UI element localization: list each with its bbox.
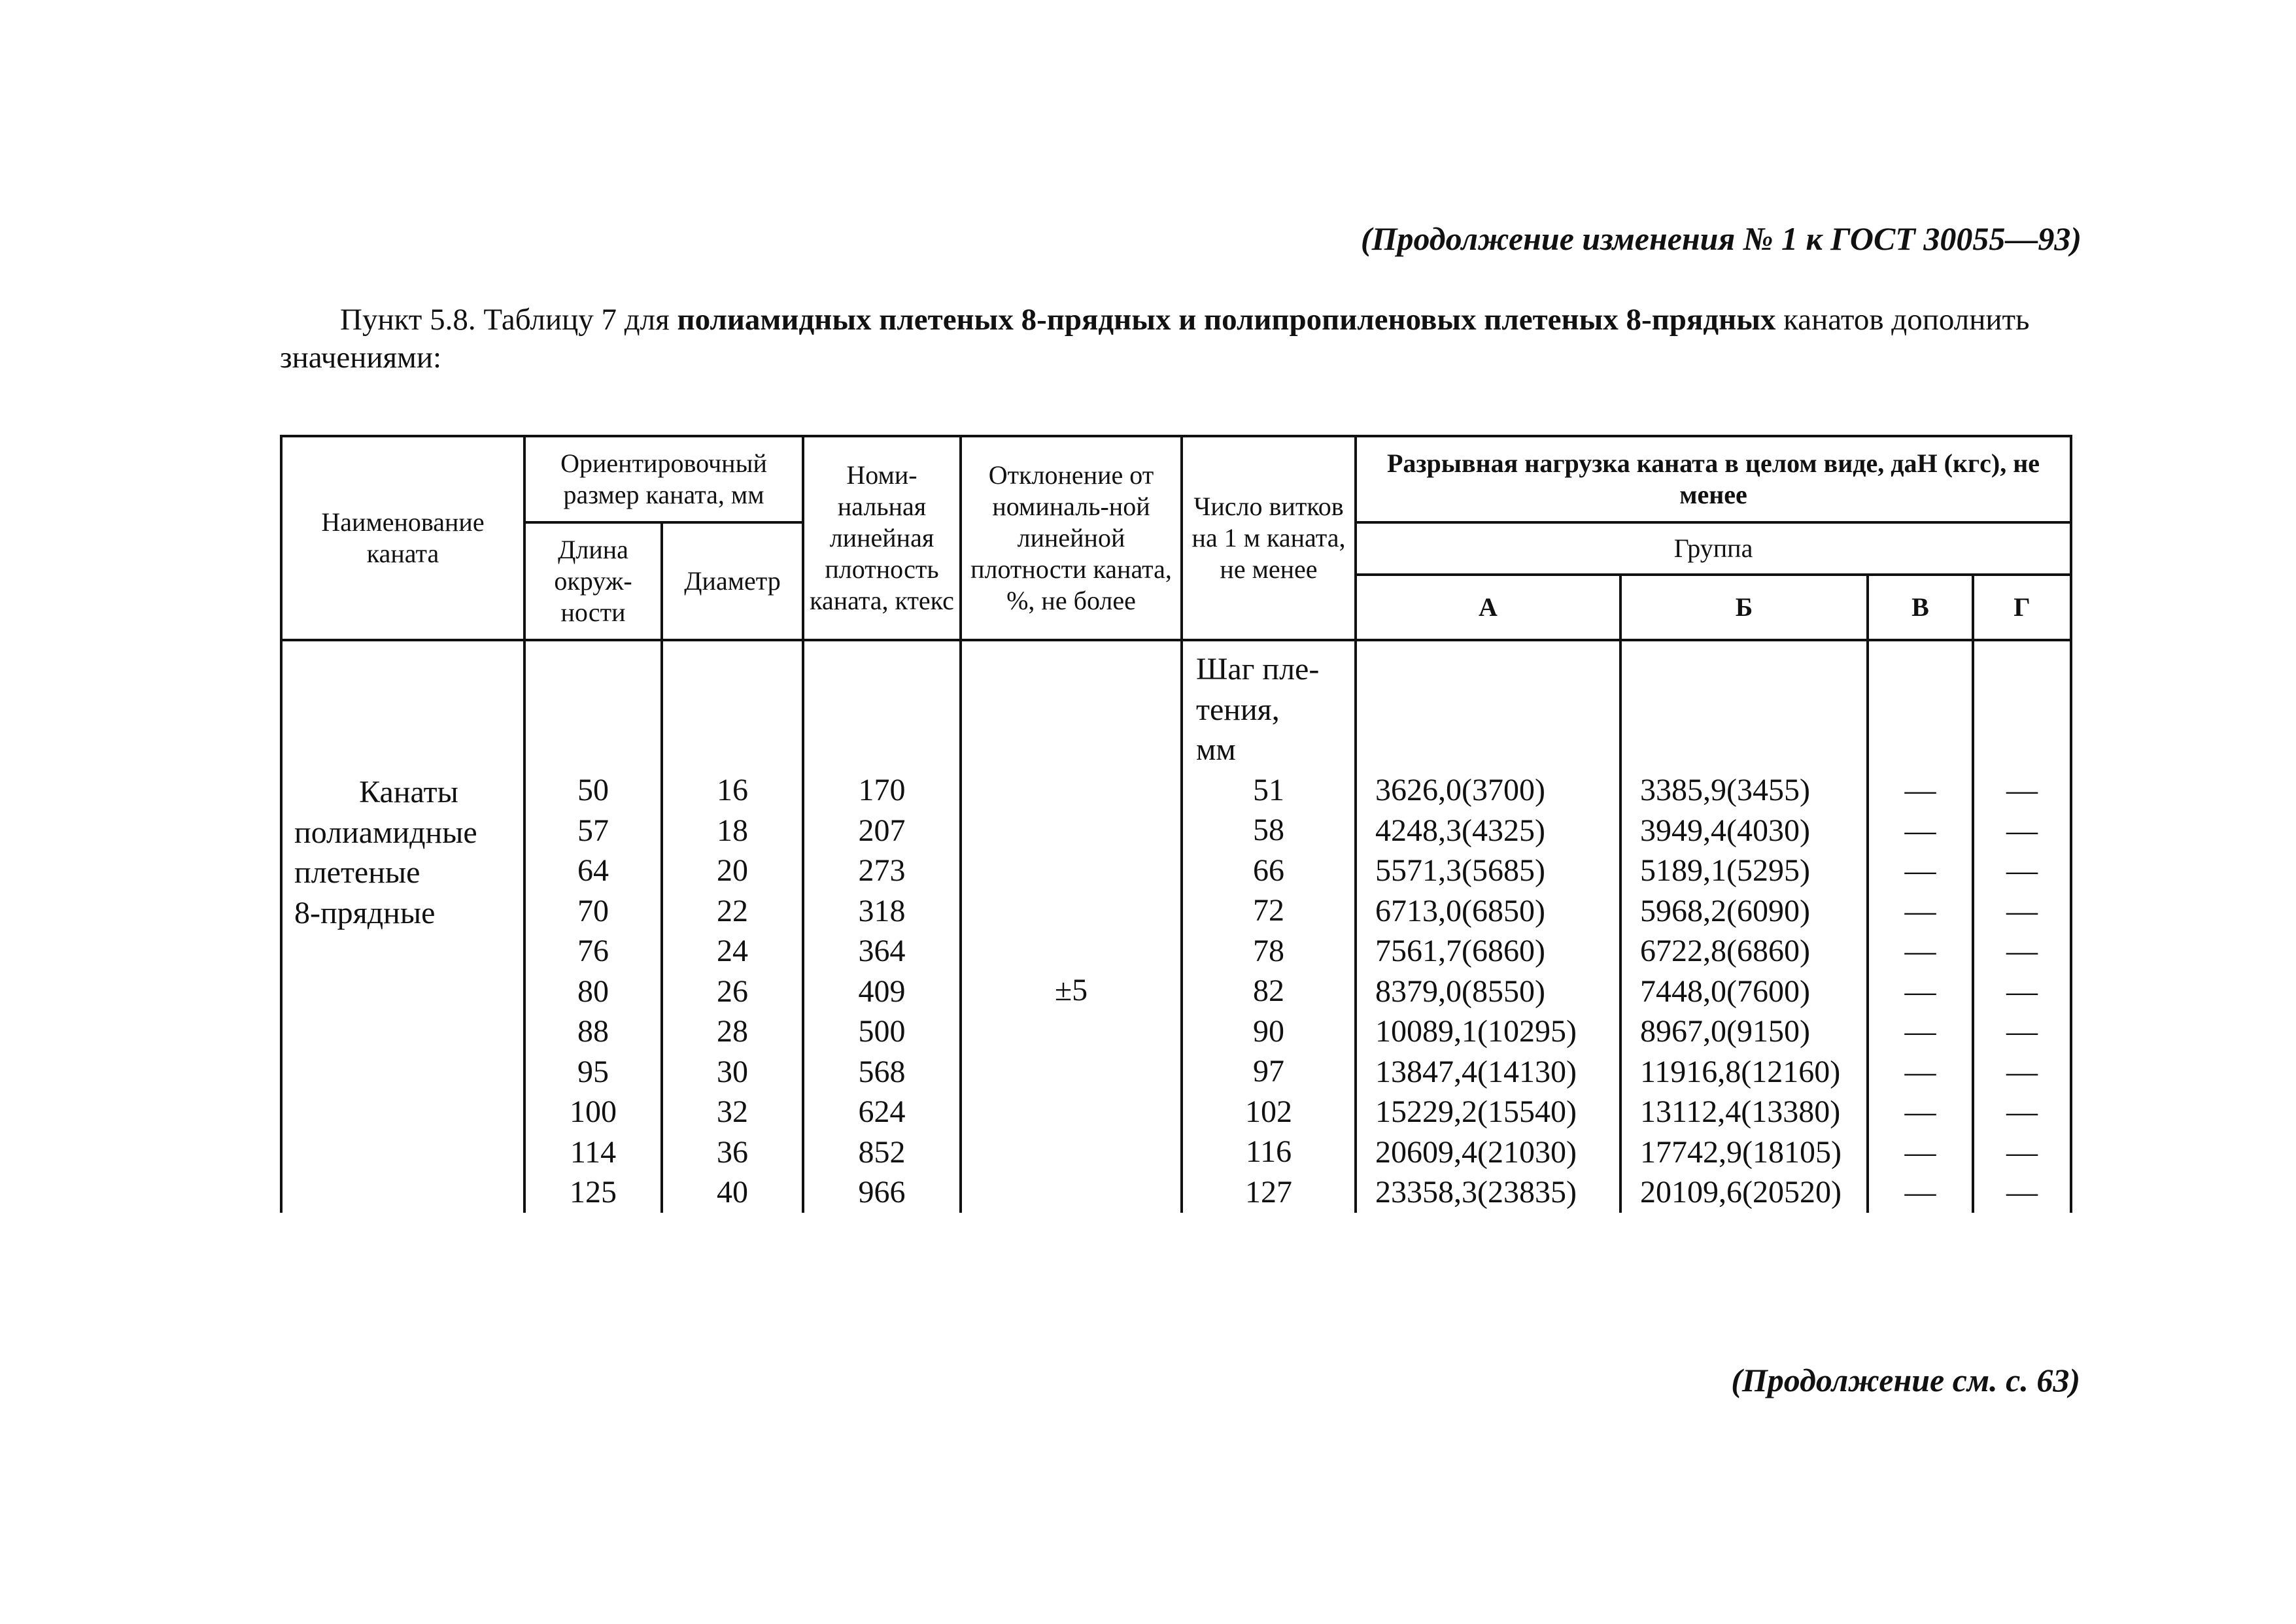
table-cell: 70 — [577, 893, 609, 928]
intro-bold: полиамидных плетеных 8-прядных и полипропиленовых плетеных 8-прядных — [677, 303, 1776, 337]
table-cell: 22 — [717, 893, 748, 928]
table-cell: — — [2006, 1175, 2038, 1210]
table-cell: 24 — [717, 934, 748, 968]
group-a-column — [1356, 640, 1620, 1213]
table-cell: 66 — [1253, 853, 1284, 888]
header-group: Группа — [1356, 522, 2071, 575]
table-cell: 568 — [858, 1054, 906, 1089]
table-cell: 5968,2(6090) — [1640, 893, 1810, 928]
table-cell: 116 — [1245, 1134, 1292, 1169]
intro-prefix: Пункт 5.8. Таблицу 7 для — [340, 303, 677, 337]
table-cell: — — [1904, 1175, 1936, 1210]
table-cell: 5571,3(5685) — [1375, 853, 1545, 888]
intro-paragraph — [280, 301, 2066, 377]
rope-table — [280, 435, 2072, 1213]
table-cell: 20609,4(21030) — [1375, 1134, 1577, 1170]
table-cell: — — [1904, 934, 1936, 968]
table-cell: 82 — [1253, 973, 1284, 1008]
table-cell: — — [2006, 1094, 2038, 1129]
table-cell: 20 — [717, 853, 748, 888]
table-cell: — — [2006, 934, 2038, 968]
table-cell: 207 — [858, 813, 906, 848]
table-cell: 5189,1(5295) — [1640, 853, 1810, 888]
rope-name-line: полиамидные — [294, 815, 477, 850]
header-diameter: Диаметр — [662, 522, 803, 640]
table-cell: 58 — [1253, 813, 1284, 847]
table-cell: 28 — [717, 1014, 748, 1049]
table-cell: — — [2006, 773, 2038, 807]
table-cell: 852 — [858, 1134, 906, 1170]
table-cell: 95 — [577, 1054, 609, 1089]
table-cell: 80 — [577, 973, 609, 1009]
table-cell: 15229,2(15540) — [1375, 1094, 1577, 1129]
table-cell: — — [1904, 853, 1936, 888]
table-cell: — — [2006, 973, 2038, 1009]
step-label-line: мм — [1196, 732, 1236, 767]
circumference-column — [524, 640, 662, 1213]
deviation-column — [961, 640, 1182, 1213]
table-cell: 23358,3(23835) — [1375, 1175, 1577, 1210]
table-cell: 3626,0(3700) — [1375, 773, 1545, 807]
table-cell: — — [2006, 1014, 2038, 1049]
table-cell: 409 — [858, 973, 906, 1009]
table-cell: 6722,8(6860) — [1640, 934, 1810, 968]
table-cell: 90 — [1253, 1013, 1284, 1049]
table-cell: 170 — [858, 773, 906, 807]
header-note: (Продолжение изменения № 1 к ГОСТ 30055—93) — [1360, 220, 2082, 257]
step-label-line: Шаг пле- — [1196, 652, 1320, 686]
table-cell: — — [1904, 1014, 1936, 1049]
header-group-v: В — [1868, 575, 1973, 640]
table-cell: — — [2006, 853, 2038, 888]
density-column — [803, 640, 961, 1213]
table-cell: 16 — [717, 773, 748, 807]
table-cell: 6713,0(6850) — [1375, 893, 1545, 928]
table-cell: 11916,8(12160) — [1640, 1054, 1841, 1089]
rope-name-line: Канаты — [359, 775, 458, 809]
table-cell: 72 — [1253, 893, 1284, 928]
table-cell: 97 — [1253, 1054, 1284, 1089]
group-b-column — [1620, 640, 1868, 1213]
table-cell: — — [1904, 893, 1936, 928]
table-cell: 318 — [858, 893, 906, 928]
table-cell: 102 — [1245, 1094, 1292, 1129]
table-cell: 26 — [717, 973, 748, 1009]
table-cell: — — [1904, 973, 1936, 1009]
table-cell: 10089,1(10295) — [1375, 1014, 1577, 1049]
table-cell: 8967,0(9150) — [1640, 1014, 1810, 1049]
table-cell: 36 — [717, 1134, 748, 1170]
table-cell: — — [1904, 1054, 1936, 1089]
table-cell: 88 — [577, 1014, 609, 1049]
table-cell: 50 — [577, 773, 609, 807]
table-cell: 114 — [570, 1134, 617, 1170]
table-cell: 8379,0(8550) — [1375, 973, 1545, 1009]
table-cell: 18 — [717, 813, 748, 848]
footer-note: (Продолжение см. с. 63) — [1731, 1362, 2080, 1398]
table-cell: 273 — [858, 853, 906, 888]
table-cell: 30 — [717, 1054, 748, 1089]
table-cell: 125 — [570, 1175, 617, 1210]
diameter-column — [662, 640, 803, 1213]
rope-name-line: плетеные — [294, 855, 420, 890]
table-cell: — — [1904, 773, 1936, 807]
table-cell: 40 — [717, 1175, 748, 1210]
table-cell: 3385,9(3455) — [1640, 773, 1810, 807]
table-cell: 13847,4(14130) — [1375, 1054, 1577, 1089]
table-cell: 624 — [858, 1094, 906, 1129]
header-turns: Число витков на 1 м каната, не менее — [1182, 436, 1356, 640]
table-cell: 78 — [1253, 933, 1284, 968]
intro-suffix: канатов дополнить значениями: — [280, 303, 2030, 375]
table-cell: 64 — [577, 853, 609, 888]
table-cell: 7561,7(6860) — [1375, 934, 1545, 968]
table-cell: 17742,9(18105) — [1640, 1134, 1842, 1170]
table-cell: 13112,4(13380) — [1640, 1094, 1841, 1129]
table-cell: 32 — [717, 1094, 748, 1129]
table-cell: 20109,6(20520) — [1640, 1175, 1842, 1210]
step-column — [1182, 640, 1356, 1213]
table-cell: 57 — [577, 813, 609, 848]
header-name: Наименование каната — [281, 436, 524, 640]
rope-name-line: 8-прядные — [294, 895, 436, 930]
header-circumference: Длина окруж-ности — [524, 522, 662, 640]
table-cell: 4248,3(4325) — [1375, 813, 1545, 848]
table-cell: — — [2006, 893, 2038, 928]
table-cell: — — [1904, 1134, 1936, 1170]
step-label-line: тения, — [1196, 692, 1280, 727]
table-cell: 51 — [1253, 772, 1284, 807]
header-density: Номи-нальная линейная плотность каната, ктекс — [803, 436, 961, 640]
header-size: Ориентировочный размер каната, мм — [524, 436, 803, 522]
table-cell: 364 — [858, 934, 906, 968]
table-cell: 500 — [858, 1014, 906, 1049]
header-group-a: А — [1356, 575, 1620, 640]
header-deviation: Отклонение от номиналь-ной линейной плотности каната, %, не более — [961, 436, 1182, 640]
table-cell: 100 — [570, 1094, 617, 1129]
deviation-value: ±5 — [1054, 973, 1088, 1007]
group-g-column — [1973, 640, 2071, 1213]
table-cell: 7448,0(7600) — [1640, 973, 1810, 1009]
header-group-b: Б — [1620, 575, 1868, 640]
table-cell: — — [1904, 813, 1936, 848]
table-cell: — — [2006, 1054, 2038, 1089]
group-v-column — [1868, 640, 1973, 1213]
table-cell: 76 — [577, 934, 609, 968]
table-cell: 127 — [1245, 1174, 1292, 1210]
rope-name-cell — [281, 640, 524, 1213]
table-cell: 966 — [858, 1175, 906, 1210]
table-cell: — — [2006, 813, 2038, 848]
table-cell: — — [2006, 1134, 2038, 1170]
table-cell: — — [1904, 1094, 1936, 1129]
table-cell: 3949,4(4030) — [1640, 813, 1810, 848]
header-breaking-load: Разрывная нагрузка каната в целом виде, даН (кгс), не менее — [1356, 436, 2071, 522]
header-group-g: Г — [1973, 575, 2071, 640]
